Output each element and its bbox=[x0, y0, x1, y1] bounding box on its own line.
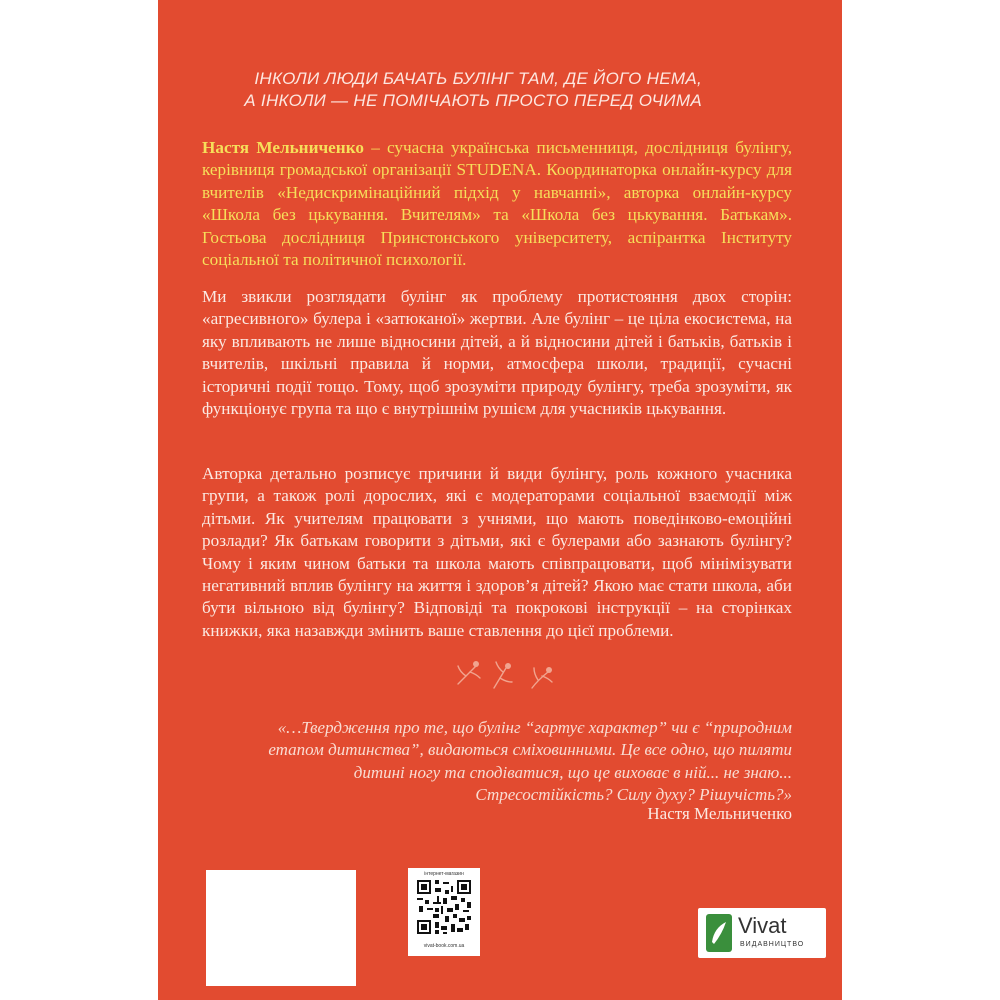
floral-ornament-icon bbox=[448, 654, 558, 694]
description-paragraph-1: Ми звикли розглядати булінг як проблему протистояння двох сторін: «агресивного» булера і «затюканої» жертви. Але булінг – це ціла екосистема, на яку впливають не лише відносини дітей, а й відносини дітей і батьків, батьків і вчителів, шкільні правила й норми, атмосфера школи, традиції, сучасні історичні події тощо. Тому, щоб зрозуміти природу булінгу, треба зрозуміти, як функціонує група та що є внутрішнім рушієм для учасників цькування. bbox=[202, 287, 792, 419]
tagline-line-2: А ІНКОЛИ — НЕ ПОМІЧАЮТЬ ПРОСТО ПЕРЕД ОЧИМА bbox=[244, 91, 702, 110]
publisher-logo bbox=[698, 908, 826, 958]
qr-label: інтернет-магазин bbox=[424, 871, 464, 877]
qr-code-icon bbox=[415, 878, 473, 936]
tagline-line-1: ІНКОЛИ ЛЮДИ БАЧАТЬ БУЛІНГ ТАМ, ДЕ ЙОГО НЕМА, bbox=[254, 69, 702, 88]
tagline bbox=[222, 68, 702, 112]
qr-code-block[interactable] bbox=[408, 868, 480, 956]
author-bio-text: – сучасна українська письменниця, дослідниця булінгу, керівниця громадської організації STUDENA. Координаторка онлайн-курсу для вчителів «Недискримінаційний підхід у навчанні», авторка онлайн-курсу «Школа без цькування. Вчителям» та «Школа без цькування. Батькам». Гостьова дослідниця Принстонського університету, аспірантка Інституту соціальної та політичної психології. bbox=[202, 138, 792, 270]
book-back-cover bbox=[158, 0, 842, 1000]
quote-text: «…Твердження про те, що булінг “гартує характер” чи є “природним етапом дитинства”, видаються сміховинними. Це все одно, що пиляти дитині ногу та сподіватися, що це виховає в ній... не знаю... Стресостійкість? Силу духу? Рішучість?» bbox=[268, 718, 792, 805]
description-paragraph-2: Авторка детально розписує причини й види булінгу, роль кожного учасника групи, а також ролі дорослих, які є модераторами соціальної взаємодії між дітьми. Як учителям працювати з учнями, що мають поведінково-емоційні розлади? Як батькам говорити з дітьми, які є булерами або зазнають булінгу? Чому і яким чином батьки та школа мають співпрацювати, щоб мінімізувати негативний вплив булінгу на життя і здоров’я дітей? Якою має стати школа, аби бути вільною від булінгу? Відповіді та покрокові інструкції – на сторінках книжки, яка назавжди змінить ваше ставлення до цієї проблеми. bbox=[202, 464, 792, 640]
qr-url: vivat-book.com.ua bbox=[423, 943, 465, 949]
vivat-leaf-icon bbox=[706, 914, 732, 952]
quote-author: Настя Мельниченко bbox=[647, 804, 792, 823]
publisher-subtitle: ВИДАВНИЦТВО bbox=[740, 941, 805, 948]
barcode-area bbox=[206, 870, 356, 986]
author-name: Настя Мельниченко bbox=[202, 138, 364, 157]
publisher-name: Vivat bbox=[738, 913, 787, 938]
author-bio bbox=[202, 137, 792, 271]
